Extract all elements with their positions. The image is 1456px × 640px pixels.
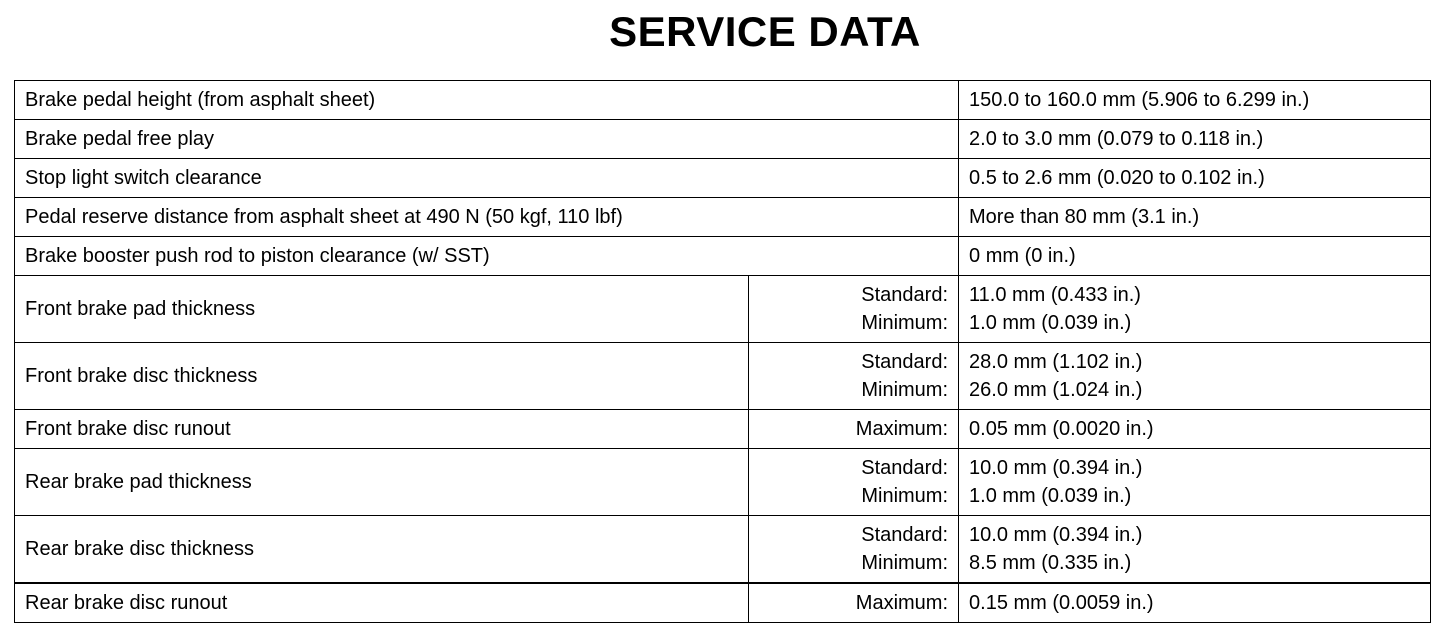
- condition-label: Maximum:: [749, 410, 959, 449]
- condition-label: Maximum:: [749, 583, 959, 623]
- item-name: Rear brake disc runout: [15, 583, 749, 623]
- item-name: Brake pedal height (from asphalt sheet): [15, 81, 959, 120]
- table-row: [15, 159, 1431, 198]
- condition-label: Standard:: [861, 284, 949, 306]
- spec-value: 28.0 mm (1.102 in.): [969, 351, 1143, 373]
- page-title: SERVICE DATA: [609, 8, 921, 55]
- service-data-table: [14, 80, 1431, 623]
- condition-label: Minimum:: [861, 379, 949, 401]
- spec-value: 1.0 mm (0.039 in.): [969, 312, 1132, 334]
- table-row: [15, 198, 1431, 237]
- table-row: [15, 410, 1431, 449]
- item-name: Brake pedal free play: [15, 120, 959, 159]
- condition-label: Standard:: [861, 457, 949, 479]
- item-name: Stop light switch clearance: [15, 159, 959, 198]
- condition-cell: [749, 276, 959, 343]
- spec-value: More than 80 mm (3.1 in.): [959, 198, 1431, 237]
- table-row: [15, 516, 1431, 584]
- table-row: [15, 276, 1431, 343]
- table-row: [15, 237, 1431, 276]
- condition-label: Minimum:: [861, 485, 949, 507]
- condition-cell: [749, 343, 959, 410]
- item-name: Front brake pad thickness: [15, 276, 749, 343]
- spec-value: 2.0 to 3.0 mm (0.079 to 0.118 in.): [959, 120, 1431, 159]
- spec-value: 0.05 mm (0.0020 in.): [959, 410, 1431, 449]
- spec-value-cell: [959, 343, 1431, 410]
- spec-value: 8.5 mm (0.335 in.): [969, 552, 1132, 574]
- item-name: Front brake disc thickness: [15, 343, 749, 410]
- spec-value: 150.0 to 160.0 mm (5.906 to 6.299 in.): [959, 81, 1431, 120]
- spec-value: 10.0 mm (0.394 in.): [969, 457, 1143, 479]
- spec-value: 0 mm (0 in.): [959, 237, 1431, 276]
- item-name: Front brake disc runout: [15, 410, 749, 449]
- condition-cell: [749, 449, 959, 516]
- item-name: Pedal reserve distance from asphalt sheet at 490 N (50 kgf, 110 lbf): [15, 198, 959, 237]
- table-row: [15, 120, 1431, 159]
- spec-value: 0.5 to 2.6 mm (0.020 to 0.102 in.): [959, 159, 1431, 198]
- item-name: Rear brake disc thickness: [15, 516, 749, 584]
- condition-label: Minimum:: [861, 312, 949, 334]
- item-name: Brake booster push rod to piston clearance (w/ SST): [15, 237, 959, 276]
- table-row: [15, 583, 1431, 623]
- spec-value: 10.0 mm (0.394 in.): [969, 524, 1143, 546]
- table-row: [15, 343, 1431, 410]
- condition-label: Minimum:: [861, 552, 949, 574]
- spec-value: 0.15 mm (0.0059 in.): [959, 583, 1431, 623]
- condition-label: Standard:: [861, 351, 949, 373]
- spec-value-cell: [959, 276, 1431, 343]
- spec-value: 26.0 mm (1.024 in.): [969, 379, 1143, 401]
- condition-label: Standard:: [861, 524, 949, 546]
- spec-value: 11.0 mm (0.433 in.): [969, 284, 1141, 306]
- table-row: [15, 449, 1431, 516]
- item-name: Rear brake pad thickness: [15, 449, 749, 516]
- condition-cell: [749, 516, 959, 584]
- spec-value: 1.0 mm (0.039 in.): [969, 485, 1132, 507]
- table-row: [15, 81, 1431, 120]
- spec-value-cell: [959, 516, 1431, 584]
- spec-value-cell: [959, 449, 1431, 516]
